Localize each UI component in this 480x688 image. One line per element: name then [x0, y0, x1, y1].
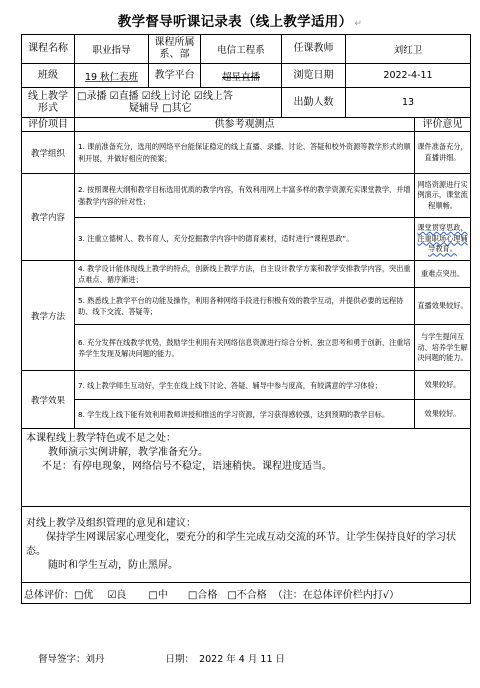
point-6: 6. 充分发挥在线教学优势，鼓励学生利用有关网络信息资源进行综合分析、独立思考和勇于创新，注重培养学生发现及解决问题的能力。 [75, 325, 415, 371]
opinion-1[interactable]: 课件准备充分，直播讲细。 [415, 132, 471, 174]
features-line-1: 教师演示实例讲解，教学准备充分。 [48, 447, 208, 459]
date-value[interactable]: 2022-4-11 [346, 64, 471, 88]
paragraph-mark-icon: ↵ [354, 19, 363, 29]
opinion-3[interactable]: 课堂贯穿思政，注重职场心理辅导教育。 [415, 218, 471, 261]
features-heading: 本课程线上教学特色或不足之处： [26, 433, 176, 445]
row-form [22, 88, 471, 118]
opinion-2[interactable]: 网络资源进行实例演示，课堂流程顺畅。 [415, 174, 471, 218]
form-options-line1: □录播 ☑直播 ☑线上讨论 ☑线上答 [77, 90, 233, 102]
features-box[interactable] [22, 429, 471, 507]
overall-option-good[interactable]: ☑良 [107, 589, 127, 601]
signature-line [38, 651, 291, 665]
course-dept-value[interactable]: 电信工程系 [201, 35, 282, 64]
point-4: 4. 教学设计能体现线上教学的特点，创新线上教学方法，自主设计教学方案和教学安排教学内容，突出重点难点、循序渐进； [75, 261, 415, 288]
opinion-6[interactable]: 与学生提问互动、培养学生解决问题的能力。 [415, 325, 471, 371]
features-line-2: 不足：有停电现象，网络信号不稳定，语速稍快。课程进度适当。 [42, 461, 332, 473]
row-class [22, 64, 471, 88]
attendance-label: 出勤人数 [282, 88, 346, 118]
course-name-label: 课程名称 [22, 35, 75, 64]
teacher-value[interactable]: 刘红卫 [346, 35, 471, 64]
col-header-item: 评价项目 [22, 118, 75, 132]
point-5: 5. 熟悉线上教学平台的功能及操作，利用各种网络手段进行积极有效的教学互动，并提供必要的远程协助、线下交流、答疑等； [75, 288, 415, 325]
category-method: 教学方法 [22, 261, 75, 371]
form-options[interactable] [75, 88, 282, 118]
teacher-label: 任课教师 [282, 35, 346, 64]
signature-date-value[interactable]: 2022 年 4 月 11 日 [199, 654, 286, 665]
overall-evaluation [22, 583, 471, 604]
form-options-line2: 疑辅导 □其它 [129, 102, 192, 114]
row-suggestions [22, 507, 471, 583]
suggestions-line-2: 随时和学生互动，防止黑屏。 [48, 560, 178, 572]
point-8: 8. 学生线上线下能有效利用教师讲授和推送的学习资源，学习获得感较强，达到预期的教学目标。 [75, 400, 415, 429]
opinion-5[interactable]: 直播效果较好。 [415, 288, 471, 325]
class-value[interactable]: 19 秋仁表班 [75, 64, 149, 88]
table-row [22, 325, 471, 371]
opinion-4[interactable]: 重难点突出。 [415, 261, 471, 288]
course-name-value[interactable]: 职业指导 [75, 35, 149, 64]
overall-option-fail[interactable]: □不合格 [227, 589, 267, 601]
suggestions-heading: 对线上教学及组织管理的意见和建议： [26, 518, 196, 530]
signature-label[interactable]: 督导签字：刘丹 [38, 654, 105, 665]
date-label: 浏览日期 [282, 64, 346, 88]
category-organization: 教学组织 [22, 132, 75, 174]
table-row [22, 261, 471, 288]
point-7: 7. 线上教学师生互动好，学生在线上线下讨论、答疑、辅导中参与度高，有较满意的学习体验； [75, 371, 415, 400]
suggestions-box[interactable] [22, 507, 471, 583]
overall-option-medium[interactable]: □中 [148, 589, 168, 601]
point-3: 3. 注重立德树人、教书育人，充分挖掘教学内容中的德育素材，适时进行“课程思政”。 [75, 218, 415, 261]
col-header-points: 供参考观测点 [75, 118, 415, 132]
class-label: 班级 [22, 64, 75, 88]
table-row [22, 288, 471, 325]
opinion-8[interactable]: 效果较好。 [415, 400, 471, 429]
table-row [22, 132, 471, 174]
suggestions-line-1: 保持学生网课居家心理变化，要充分的和学生完成互动交流的环节。让学生保持良好的学习状态。 [26, 532, 456, 558]
overall-note: （注：在总体评价栏内打√） [272, 589, 400, 601]
point-2: 2. 按照课程大纲和教学目标选用优质的教学内容，有效利用网上丰富多样的教学资源充实课堂教学，并增强教学内容的针对性； [75, 174, 415, 218]
form-label: 线上教学形式 [22, 88, 75, 118]
table-row [22, 174, 471, 218]
overall-label: 总体评价： [24, 589, 74, 601]
platform-label: 教学平台 [149, 64, 201, 88]
form-title [0, 10, 480, 30]
platform-value[interactable]: 超星直播 [201, 64, 282, 88]
row-features [22, 429, 471, 507]
row-column-headers [22, 118, 471, 132]
col-header-opinion: 评价意见 [415, 118, 471, 132]
table-row [22, 371, 471, 400]
attendance-value[interactable]: 13 [346, 88, 471, 118]
row-overall [22, 583, 471, 604]
overall-option-pass[interactable]: □合格 [187, 589, 218, 601]
record-table [21, 34, 471, 604]
row-course [22, 35, 471, 64]
form-title-text: 教学督导听课记录表（线上教学适用） [117, 14, 353, 30]
table-row [22, 218, 471, 261]
overall-option-excellent[interactable]: □优 [74, 589, 94, 601]
signature-date-label: 日期： [165, 654, 195, 665]
category-effect: 教学效果 [22, 371, 75, 429]
course-dept-label: 课程所属系、部 [149, 35, 201, 64]
table-row [22, 400, 471, 429]
category-content: 教学内容 [22, 174, 75, 261]
point-1: 1. 课前准备充分，选用的网络平台能保证稳定的线上直播、录播、讨论、答疑和校外资源等教学形式的顺利开展，并做好相应的预案； [75, 132, 415, 174]
opinion-7[interactable]: 效果较好。 [415, 371, 471, 400]
